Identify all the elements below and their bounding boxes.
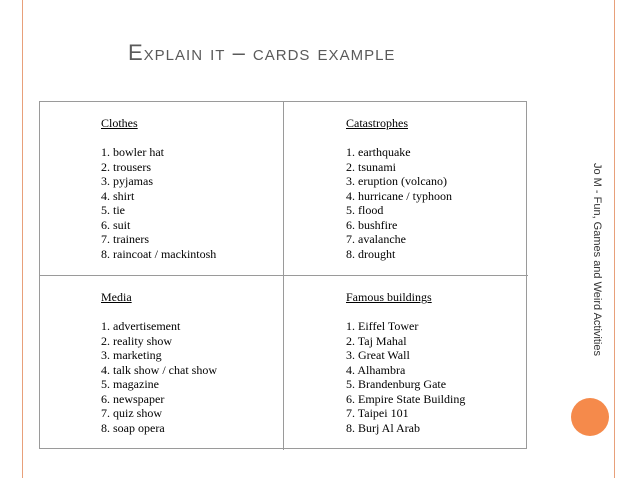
list-item: 6. Empire State Building [346, 391, 466, 406]
list-item: 3. Great Wall [346, 348, 410, 362]
list-item: 7. quiz show [101, 406, 162, 420]
right-border-line [614, 0, 615, 478]
list-item: 6. newspaper [101, 391, 165, 406]
list-item: 6. bushfire [346, 217, 398, 232]
card-list [346, 319, 465, 435]
card-heading: Clothes [101, 116, 138, 130]
list-item: 2. reality show [101, 333, 172, 348]
list-item: 7. trainers [101, 232, 149, 246]
list-item: 7. Taipei 101 [346, 406, 409, 420]
card-list [101, 319, 217, 435]
list-item: 5. Brandenburg Gate [346, 377, 447, 391]
list-item: 8. Burj Al Arab [346, 420, 420, 435]
list-item: 8. raincoat / mackintosh [101, 246, 217, 261]
list-item: 2. trousers [101, 159, 151, 174]
list-item: 8. soap opera [101, 420, 165, 435]
card-heading: Famous buildings [346, 290, 432, 304]
card-media [40, 276, 284, 450]
card-list [101, 145, 216, 261]
list-item: 4. hurricane / typhoon [346, 188, 452, 203]
list-item: 5. magazine [101, 377, 159, 391]
list-item: 3. marketing [101, 348, 162, 362]
list-item: 7. avalanche [346, 232, 406, 246]
list-item: 6. suit [101, 217, 131, 232]
list-item: 2. Taj Mahal [346, 333, 407, 348]
list-item: 4. talk show / chat show [101, 362, 217, 377]
list-item: 1. advertisement [101, 319, 181, 333]
card-heading: Media [101, 290, 132, 304]
left-border-line [22, 0, 23, 478]
list-item: 4. shirt [101, 188, 135, 203]
cards-table [39, 101, 527, 449]
list-item: 1. Eiffel Tower [346, 319, 419, 333]
card-catastrophes [284, 102, 528, 276]
card-list [346, 145, 452, 261]
side-caption: Jo M - Fun, Games and Weird Activities [591, 163, 603, 356]
list-item: 2. tsunami [346, 159, 396, 174]
card-clothes [40, 102, 284, 276]
list-item: 1. bowler hat [101, 145, 164, 159]
card-heading: Catastrophes [346, 116, 408, 130]
list-item: 3. pyjamas [101, 174, 153, 188]
slide-title: Explain it – cards example [128, 40, 396, 65]
list-item: 1. earthquake [346, 145, 411, 159]
orange-circle-decoration [571, 398, 609, 436]
list-item: 5. flood [346, 203, 384, 217]
list-item: 4. Alhambra [346, 362, 406, 377]
list-item: 5. tie [101, 203, 125, 217]
list-item: 3. eruption (volcano) [346, 174, 447, 188]
list-item: 8. drought [346, 246, 396, 261]
card-famous-buildings [284, 276, 528, 450]
